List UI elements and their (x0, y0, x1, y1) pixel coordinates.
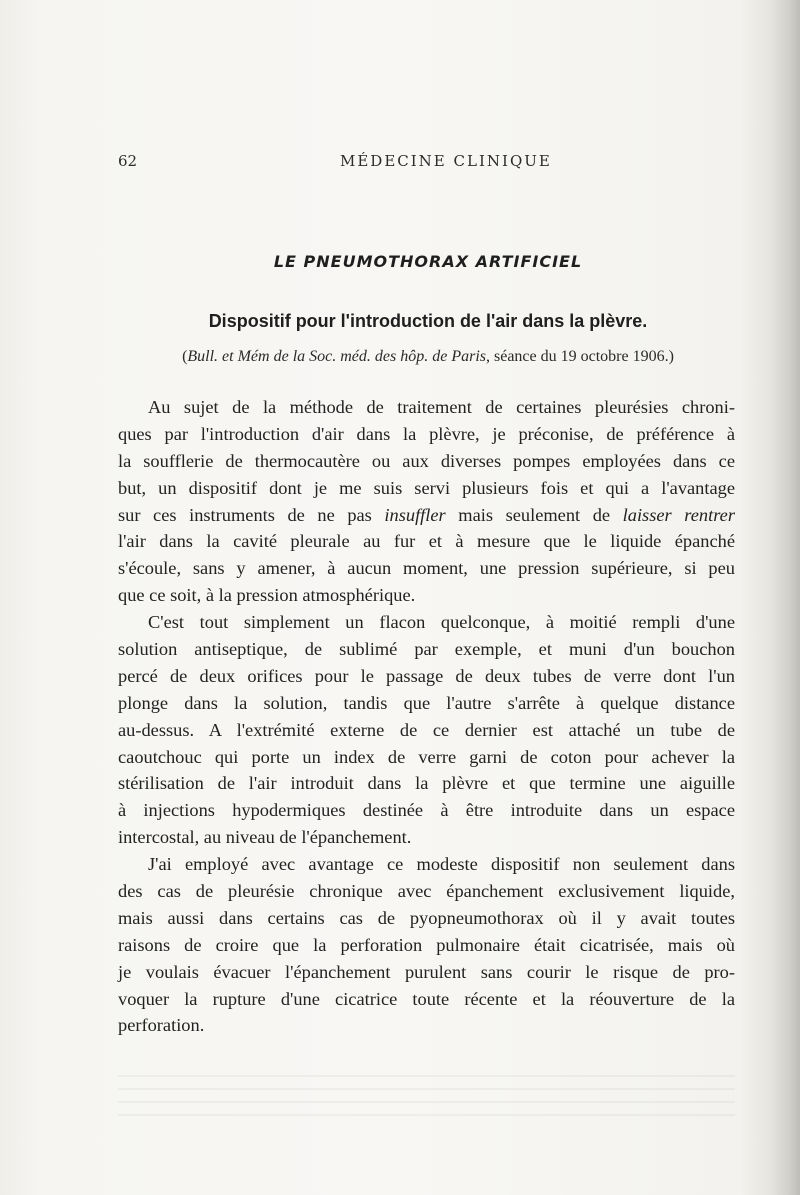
paragraph-2-line: solution antiseptique, de sublimé par exemple, et muni d'un bouchon (118, 639, 735, 660)
show-through-texture (118, 1075, 735, 1125)
paragraph-3-line: je voulais évacuer l'épanchement purulent sans courir le risque de pro- (118, 961, 735, 982)
citation (118, 348, 738, 366)
paragraph-1-line: ques par l'introduction d'air dans la plèvre, je préconise, de préférence à (118, 423, 735, 444)
page-number: 62 (118, 152, 138, 170)
text-segment: mais seulement de (445, 504, 623, 525)
citation-date: , séance du 19 octobre 1906.) (486, 348, 674, 365)
paragraph-2-line: au-dessus. A l'extrémité externe de ce dernier est attaché un tube de (118, 719, 735, 740)
paragraph-3-line: des cas de pleurésie chronique avec épanchement exclusivement liquide, (118, 881, 735, 902)
paragraph-1-line-emphasis (118, 502, 735, 529)
paragraph-2-line: plonge dans la solution, tandis que l'autre s'arrête à quelque distance (118, 692, 735, 713)
emphasis-insuffler: insuffler (384, 504, 446, 525)
paragraph-2-line: caoutchouc qui porte un index de verre garni de coton pour achever la (118, 746, 735, 767)
paragraph-1-line: but, un dispositif dont je me suis servi plusieurs fois et qui a l'avantage (118, 477, 735, 498)
paragraph-3-line: perforation. (118, 1015, 205, 1036)
paragraph-2-line: stérilisation de l'air introduit dans la plèvre et que termine une aiguille (118, 773, 735, 794)
paragraph-3-line: mais aussi dans certains cas de pyopneumothorax où il y avait toutes (118, 907, 735, 928)
citation-journal: Bull. et Mém de la Soc. méd. des hôp. de Paris (187, 348, 486, 365)
paragraph-2-line: intercostal, au niveau de l'épanchement. (118, 827, 412, 848)
running-head (118, 152, 738, 176)
paragraph-1-line: l'air dans la cavité pleurale au fur et à mesure que le liquide épanché (118, 531, 735, 552)
emphasis-laisser-rentrer: laisser rentrer (622, 504, 735, 525)
paragraph-1-line: Au sujet de la méthode de traitement de certaines pleurésies chroni- (148, 397, 735, 417)
paragraph-1-line: que ce soit, à la pression atmosphérique. (118, 585, 416, 606)
paragraph-2-line: C'est tout simplement un flacon quelconque, à moitié rempli d'une (148, 612, 735, 633)
article-subtitle: Dispositif pour l'introduction de l'air dans la plèvre. (208, 311, 648, 331)
body-text (118, 394, 735, 1039)
article-title: LE PNEUMOTHORAX ARTIFICIEL (273, 252, 583, 271)
paragraph-3-line: voquer la rupture d'une cicatrice toute récente et la réouverture de la (118, 988, 735, 1009)
paragraph-3-line: J'ai employé avec avantage ce modeste dispositif non seulement dans (148, 854, 735, 875)
paragraph-1-line: s'écoule, sans y amener, à aucun moment, une pression supérieure, si peu (118, 558, 735, 579)
citation-open: ( (182, 348, 188, 365)
paragraph-2-line: à injections hypodermiques destinée à être introduite dans un espace (118, 800, 735, 821)
paragraph-2-line: percé de deux orifices pour le passage de deux tubes de verre dont l'un (118, 665, 735, 686)
running-title: MÉDECINE CLINIQUE (340, 152, 552, 170)
text-segment: sur ces instruments de ne pas (118, 504, 385, 525)
paragraph-3-line: raisons de croire que la perforation pulmonaire était cicatrisée, mais où (118, 934, 735, 955)
paragraph-1-line: la soufflerie de thermocautère ou aux diverses pompes employées dans ce (118, 450, 735, 471)
